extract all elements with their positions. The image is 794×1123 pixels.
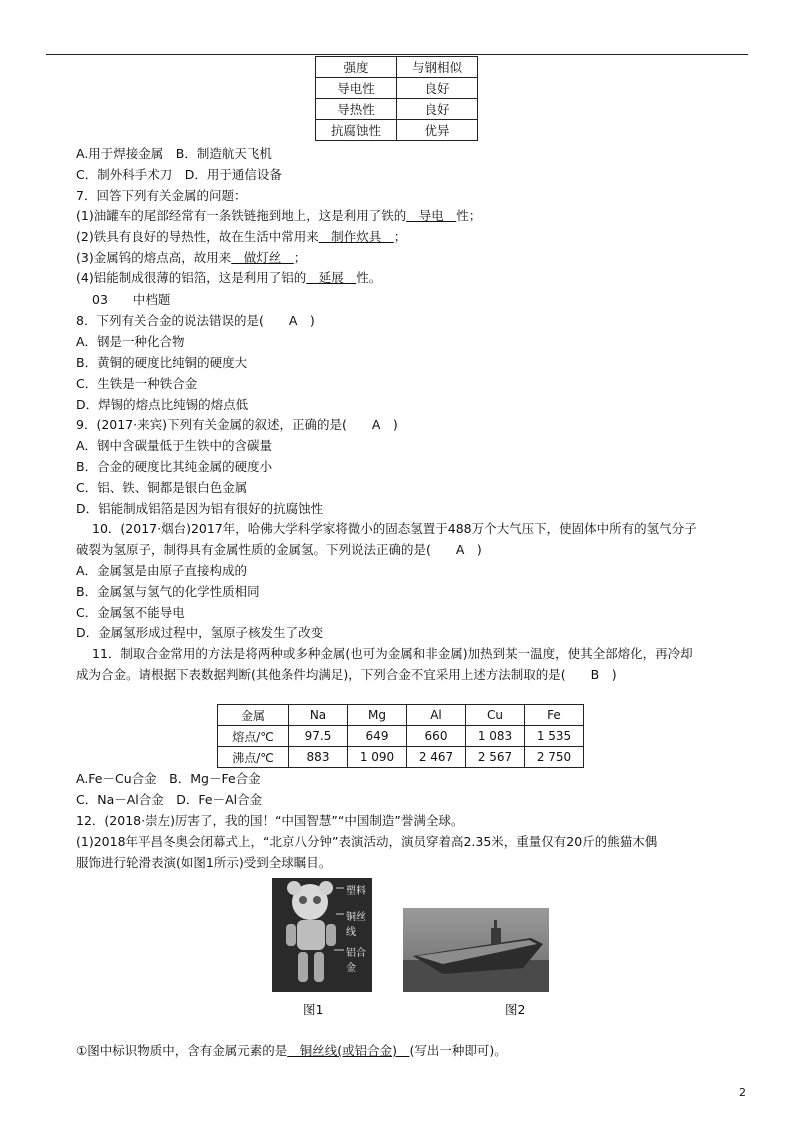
text-line: 7．回答下列有关金属的问题： (76, 188, 247, 203)
text-line: D．铝能制成铝箔是因为铝有很好的抗腐蚀性 (76, 501, 324, 516)
figure-2-caption: 图2 (505, 1002, 526, 1017)
text-line: D．金属氢形成过程中，氢原子核发生了改变 (76, 625, 324, 640)
figure-1-caption: 图1 (303, 1002, 324, 1017)
text-line: (3)金属钨的熔点高，故用来 做灯丝 ； (76, 250, 307, 265)
figure-1-panda-puppet (272, 878, 372, 992)
answer-blank: 铜丝线(或铝合金) (287, 1043, 410, 1058)
text-line: 破裂为氢原子，制得具有金属性质的金属氢。下列说法正确的是( A ) (76, 542, 482, 557)
text-line: 10．(2017·烟台)2017年，哈佛大学科学家将微小的固态氢置于488万个大气压下，使固体中所有的氢气分子 (92, 521, 697, 536)
text-line: 服饰进行轮滑表演(如图1所示)受到全球瞩目。 (76, 855, 332, 870)
melting-boiling-table: 金属 Na Mg Al Cu Fe 熔点/℃ 97.5 649 660 1 083 1 535 沸点/℃ 883 1 090 2 467 2 567 2 750 (217, 704, 584, 768)
text-line: B．金属氢与氢气的化学性质相同 (76, 584, 260, 599)
page-number: 2 (739, 1086, 746, 1099)
answer-blank: 导电 (406, 208, 457, 223)
text-line: A.用于焊接金属 B．制造航天飞机 (76, 146, 272, 161)
property-table: 强度 与钢相似 导电性 良好 导热性 良好 抗腐蚀性 优异 (315, 56, 478, 141)
text-line: A．钢是一种化合物 (76, 334, 185, 349)
text-line: D．焊锡的熔点比纯锡的熔点低 (76, 397, 249, 412)
text-line: C．Na－Al合金 D．Fe－Al合金 (76, 792, 263, 807)
text-line: (1)油罐车的尾部经常有一条铁链拖到地上，这是利用了铁的 导电 性； (76, 208, 482, 223)
text-line: A.Fe－Cu合金 B．Mg－Fe合金 (76, 771, 261, 786)
text-line: B．合金的硬度比其纯金属的硬度小 (76, 459, 273, 474)
text-line: 成为合金。请根据下表数据判断(其他条件均满足)，下列合金不宜采用上述方法制取的是( B ) (76, 667, 617, 682)
header-rule (46, 54, 748, 55)
text-line: 12．(2018·崇左)厉害了，我的国！“中国智慧”“中国制造”誉满全球。 (76, 813, 464, 828)
text-line: C．金属氢不能导电 (76, 605, 185, 620)
figure-2-aircraft-carrier (403, 908, 549, 992)
text-line: 9．(2017·来宾)下列有关金属的叙述，正确的是( A ) (76, 417, 398, 432)
text-line: 11．制取合金常用的方法是将两种或多种金属(也可为金属和非金属)加热到某一温度，使其全部熔化，再冷却 (92, 646, 693, 661)
text-line: C．铝、铁、铜都是银白色金属 (76, 480, 248, 495)
text-line: (4)铝能制成很薄的铝箔，这是利用了铝的 延展 性。 (76, 270, 382, 285)
text-line: (2)铁具有良好的导热性，故在生活中常用来 制作炊具 ； (76, 229, 407, 244)
answer-blank: 做灯丝 (231, 250, 294, 265)
label-plastic: 塑料 (346, 886, 366, 897)
final-question-line: ①图中标识物质中，含有金属元素的是 铜丝线(或铝合金) (写出一种即可)。 (76, 1043, 507, 1058)
aircraft-carrier-image (403, 908, 549, 992)
text-line: 8．下列有关合金的说法错误的是( A ) (76, 313, 315, 328)
text-line: (1)2018年平昌冬奥会闭幕式上，“北京八分钟”表演活动，演员穿着高2.35米，重量仅有20斤的熊猫木偶 (76, 834, 658, 849)
text-line: A．钢中含碳量低于生铁中的含碳量 (76, 438, 273, 453)
text-line: 03 中档题 (92, 292, 171, 307)
text-line: C．制外科手术刀 D．用于通信设备 (76, 167, 282, 182)
label-aluminum-alloy: 铝合金 (346, 948, 366, 974)
text-line: C．生铁是一种铁合金 (76, 376, 198, 391)
text-line: B．黄铜的硬度比纯铜的硬度大 (76, 355, 248, 370)
text-line: A．金属氢是由原子直接构成的 (76, 563, 248, 578)
answer-blank: 制作炊具 (318, 229, 394, 244)
label-copper-wire: 铜丝线 (346, 912, 366, 938)
answer-blank: 延展 (306, 270, 357, 285)
